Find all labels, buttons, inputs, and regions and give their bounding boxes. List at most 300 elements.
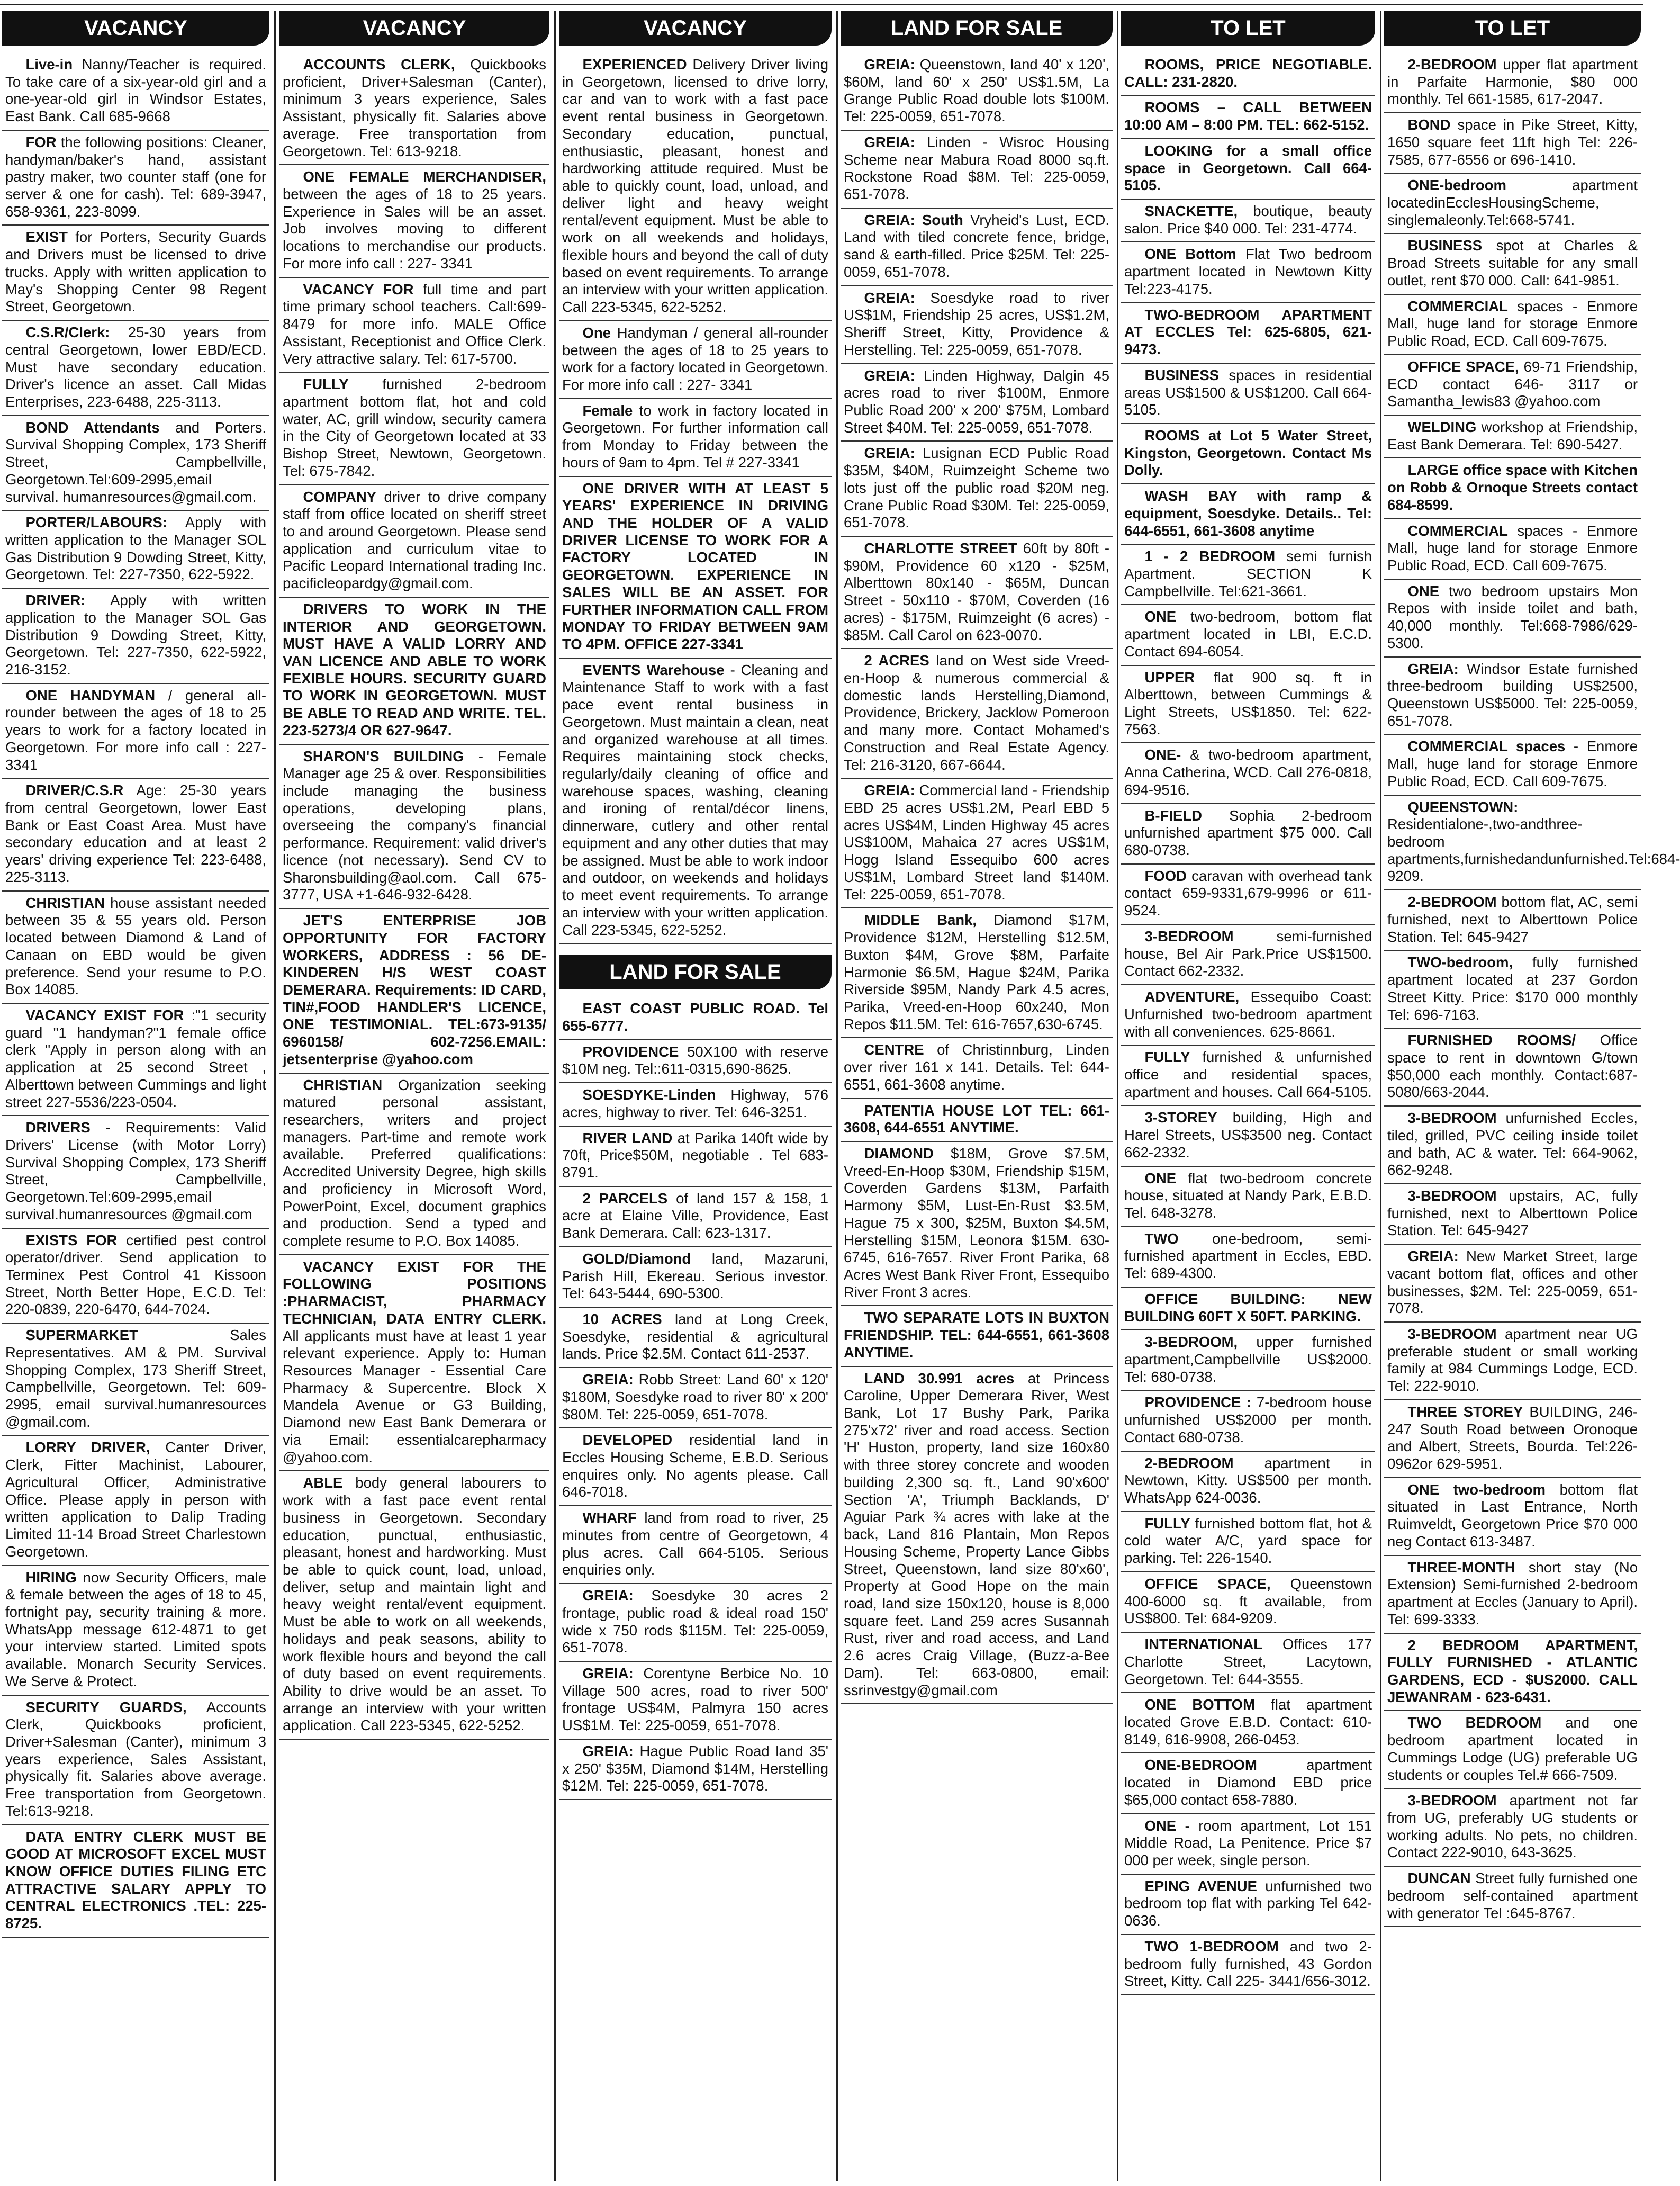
ad-body: Residentialone-,two-andthree-bedroom apartments,furnishedandunfurnished.Tel:684-9209.: [1387, 816, 1680, 885]
ad-body: space in Pike Street, Kitty, 1650 square feet 11ft high Tel: 226-7585, 677-6556 or 696-1410.: [1387, 116, 1638, 168]
ad-body: Accounts Clerk, Quickbooks proficient, Driver+Salesman (Canter), minimum 3 years experience, Sales Assistant, physically fit. Salaries above average. Free transportation from Georgetown. Tel:613-9218.: [5, 1698, 266, 1819]
ad-lead: DRIVERS TO WORK IN THE INTERIOR AND GEORGETOWN. MUST HAVE A VALID LORRY AND VAN LICENCE AND ABLE TO WORK FEXIBLE HOURS. SECURITY GUARD TO WORK IN GEORGETOWN. MUST BE ABLE TO READ AND WRITE. TEL. 223-5273/4 OR 627-9647.: [283, 600, 546, 739]
ad-body: apartment not far from UG, preferably UG students or working adults. No pets, no children. Contact 222-9010, 643-3625.: [1387, 1792, 1638, 1861]
classified-ad: [1121, 1875, 1375, 1935]
classified-ad: [1121, 96, 1375, 139]
classified-ad: [1121, 1814, 1375, 1875]
ad-body: between the ages of 18 to 25 years. Experience in Sales will be an asset. Job involves moving to different locations to merchandise our products. For more info call : 227- 3341: [283, 186, 546, 272]
section-header: TO LET: [1384, 11, 1641, 46]
ad-lead: VACANCY EXIST FOR: [25, 1006, 184, 1023]
ad-body: furnished 2-bedroom apartment bottom flat, hot and cold water, AC, grill window, security camera in the City of Georgetown located at 33 Bishop Street, Newtown, Georgetown. Tel: 675-7842.: [283, 376, 546, 479]
classified-ad: [1121, 484, 1375, 545]
ad-body: short stay (No Extension) Semi-furnished 2-bedroom apartment at Eccles (January to April). Tel: 699-3333.: [1387, 1559, 1638, 1627]
classified-ad: [2, 1004, 269, 1116]
classified-ad: [559, 1040, 832, 1083]
classified-ad: [1384, 416, 1641, 458]
ad-lead: PATENTIA HOUSE LOT TEL: 661-3608, 644-6551 ANYTIME.: [844, 1102, 1109, 1136]
ad-lead: ONE two-bedroom: [1407, 1481, 1546, 1498]
ad-lead: EXIST: [25, 229, 68, 246]
ad-lead: VACANCY FOR: [303, 281, 414, 298]
ad-lead: CENTRE: [864, 1041, 924, 1058]
classified-ad: [1121, 1512, 1375, 1572]
ad-body: Hague Public Road land 35' x 250' $35M, Diamond $14M, Herstelling $12M. Tel: 225-0059, 651-7078.: [562, 1742, 828, 1794]
ad-lead: LORRY DRIVER,: [25, 1439, 150, 1456]
ad-lead: 3-BEDROOM,: [1144, 1334, 1238, 1351]
ad-lead: GREIA:: [582, 1742, 634, 1759]
ad-body: driver to drive company staff from office located on sheriff street to and around Georgetown. Please send application and curriculum vitae to Pacific Leopard International trading Inc. pacificleopardgy@gmail.com.: [283, 488, 546, 592]
ad-lead: DEVELOPED: [582, 1432, 673, 1449]
classified-ad: [1121, 545, 1375, 605]
ad-lead: PROVIDENCE :: [1144, 1394, 1251, 1411]
column-to-let-2: [1384, 11, 1680, 2181]
ad-lead: FULLY: [303, 376, 349, 393]
ad-body: Sophia 2-bedroom unfurnished apartment $75 000. Call 680-0738.: [1124, 807, 1372, 859]
classified-ad: [1384, 1711, 1641, 1789]
ad-lead: BOND: [1407, 116, 1451, 133]
ad-lead: ONE-bedroom: [1407, 177, 1506, 194]
ad-body: Apply with written application to the Manager SOL Gas Distribution 9 Dowding Street, Kitty, Georgetown. Tel: 227-7350, 622-5922.: [5, 514, 266, 583]
ad-body: Apply with written application to the Manager SOL Gas Distribution 9 Dowding Street, Kitty, Georgetown. Tel: 227-7350, 622-5922, 216-3152.: [5, 592, 266, 678]
ad-lead: ONE DRIVER WITH AT LEAST 5 YEARS' EXPERIENCE IN DRIVING AND THE HOLDER OF A VALID DRIVER LICENSE TO WORK FOR A FACTORY LOCATED IN GEORGETOWN. EXPERIENCE IN SALES WILL BE AN ASSET. FOR FURTHER INFORMATION CALL FROM MONDAY TO FRIDAY BETWEEN 9AM TO 4PM. OFFICE 227-3341: [562, 480, 828, 652]
ad-body: workshop at Friendship, East Bank Demerara. Tel: 690-5427.: [1387, 418, 1638, 453]
classified-ad: [1121, 303, 1375, 364]
ad-body: upper flat apartment in Parfaite Harmonie, $80 000 monthly. Tel 661-1585, 617-2047.: [1387, 56, 1638, 107]
classified-ad: [2, 321, 269, 416]
classified-ad: [1121, 53, 1375, 96]
section-header: LAND FOR SALE: [559, 955, 832, 989]
ad-body: Nanny/Teacher is required. To take care of a six-year-old girl and a one-year-old girl in Windsor Estates, East Bank. Call 685-9668: [5, 56, 266, 125]
classified-ad: [1121, 804, 1375, 865]
ad-body: Office space to rent in downtown G/town $50,000 each monthly. Contact:687-5080/663-2044.: [1387, 1032, 1638, 1101]
ad-lead: MIDDLE Bank,: [864, 912, 977, 929]
ad-body: Soesdyke 30 acres 2 frontage, public road & ideal road 150' wide x 750 rods $115M. Tel: 225-0059, 651-7078.: [562, 1587, 828, 1656]
ad-body: New Market Street, large vacant bottom flat, offices and other businesses, $2M. Tel: 225-0059, 651-7078.: [1387, 1248, 1638, 1317]
ad-lead: GREIA:: [582, 1371, 634, 1388]
ad-lead: 2 BEDROOM APARTMENT, FULLY FURNISHED - ATLANTIC GARDENS, ECD - $US2000. CALL JEWANRAM - 623-6431.: [1387, 1636, 1638, 1705]
classified-ad: [1384, 1556, 1641, 1634]
ad-body: Corentyne Berbice No. 10 Village 500 acres, road to river 500' frontage US$4M, Palmyra 150 acres US$1M. Tel: 225-0059, 651-7078.: [562, 1665, 828, 1734]
classified-ad: [1384, 355, 1641, 416]
ad-lead: B-FIELD: [1144, 807, 1202, 824]
ad-body: of Christinnburg, Linden over river 161 x 141. Details. Tel: 644-6551, 661-3608 anytime.: [844, 1041, 1109, 1093]
ad-lead: 3-BEDROOM: [1407, 1326, 1497, 1342]
ad-body: 69-71 Friendship, ECD contact 646- 3117 or Samantha_lewis83 @yahoo.com: [1387, 358, 1638, 410]
ad-lead: GREIA: South: [864, 211, 963, 228]
classified-ad: [1384, 1323, 1641, 1400]
ad-lead: COMMERCIAL: [1407, 298, 1508, 314]
classified-ad: [1384, 174, 1641, 234]
ad-lead: BUSINESS: [1407, 237, 1483, 254]
classified-ad: [841, 442, 1113, 537]
classified-ad: [1384, 1867, 1641, 1927]
ad-body: boutique, beauty salon. Price $40 000. Tel: 231-4774.: [1124, 203, 1372, 237]
ad-body: flat two-bedroom concrete house, situated at Nandy Park, E.B.D. Tel. 648-3278.: [1124, 1170, 1372, 1221]
classified-ad: [559, 321, 832, 399]
ad-lead: 3-BEDROOM: [1407, 1110, 1497, 1127]
ad-lead: 3-BEDROOM: [1407, 1792, 1497, 1809]
classified-ad: [841, 1367, 1113, 1705]
ad-lead: TWO SEPARATE LOTS IN BUXTON FRIENDSHIP. TEL: 644-6551, 661-3608 ANYTIME.: [844, 1309, 1109, 1361]
ad-lead: One: [582, 324, 611, 341]
ad-body: furnished & unfurnished office and residential spaces, apartment and houses. Call 664-5105.: [1124, 1049, 1372, 1100]
classified-ad: [1121, 364, 1375, 424]
ad-body: - Requirements: Valid Drivers' License (with Motor Lorry) Survival Shopping Complex, 173 Sheriff Street, Campbellville, Georgetown.Tel:609-2995,email survival.humanresources @gmail.com: [5, 1119, 266, 1222]
ad-lead: 2-BEDROOM: [1407, 56, 1497, 73]
ad-body: two-bedroom, bottom flat apartment located in LBI, E.C.D. Contact 694-6054.: [1124, 608, 1372, 660]
classified-ad: [1121, 666, 1375, 744]
ad-lead: LAND 30.991 acres: [864, 1370, 1015, 1387]
classified-ad: [559, 1506, 832, 1584]
classified-ad: [1121, 200, 1375, 242]
classified-ad: [1121, 985, 1375, 1046]
ad-lead: VACANCY EXIST FOR THE FOLLOWING POSITIONS :PHARMACIST, PHARMACY TECHNICIAN, DATA ENTRY CLERK.: [283, 1258, 546, 1327]
classified-ad: [2, 1825, 269, 1938]
ad-body: Delivery Driver living in Georgetown, licensed to drive lorry, car and van to work with a fast pace event rental business in Georgetown. Secondary education, punctual, enthusiastic, pleasant, honest and hardworking attitude required. Must be able to quickly count, load, unload, and deliver light and heavy weight rental/event equipment. Must be able to work on all weekends and holidays, flexible hours and beyond the call of duty based on event requirements. To arrange an interview with your written application. Call 223-5345, 622-5252.: [562, 56, 828, 316]
ad-body: All applicants must have at least 1 year relevant experience. Apply to: Human Resources Manager - Essential Care Pharmacy & Supercentre. Block X Mandela Avenue or G3 Building, Diamond new East Bank Demerara or via Email: essentialcarepharmacy @yahoo.com.: [283, 1327, 546, 1465]
column-vacancy-1: [2, 11, 269, 2181]
column-divider: [836, 11, 838, 2181]
classified-ad: [1121, 1693, 1375, 1753]
column-vacancy-3: [559, 11, 832, 2181]
ad-lead: EXISTS FOR: [25, 1231, 118, 1248]
classified-ad: [279, 373, 549, 485]
ad-lead: LOOKING for a small office space in Georgetown. Call 664-5105.: [1124, 142, 1372, 194]
classified-ad: [559, 1662, 832, 1740]
ad-lead: ONE -: [1144, 1817, 1190, 1834]
ad-lead: FOOD: [1144, 867, 1187, 884]
ad-lead: ABLE: [303, 1474, 343, 1491]
ad-lead: WHARF: [582, 1509, 637, 1526]
ad-lead: ONE FEMALE MERCHANDISER,: [303, 168, 546, 185]
ad-lead: TWO 1-BEDROOM: [1144, 1938, 1279, 1955]
ad-body: apartment near UG preferable student or small working family at 984 Cummings Lodge, ECD. Tel: 222-9010.: [1387, 1326, 1638, 1395]
classified-ad: [559, 477, 832, 659]
ad-lead: FULLY: [1144, 1515, 1190, 1532]
ad-body: Linden Highway, Dalgin 45 acres road to river $100M, Enmore Public Road 200' x 200' $75M, Lombard Street $40M. Tel: 225-0059, 651-7078.: [844, 367, 1109, 436]
classified-ad: [841, 1306, 1113, 1366]
ad-lead: FOR: [25, 133, 57, 150]
classified-ad: [841, 364, 1113, 442]
ad-body: at Princess Caroline, Upper Demerara River, West Bank, Lot 17 Bushy Park, Parika 275'x72' river and road access. Section 'H' Huston, property, land size 160x80 with three storey concrete and wooden building 2,300 sq. ft., Land 90'x600' Section 'A', Triumph Backlands, D' Aguiar Park ¾ acres with lake at the back, Land 816 Plantain, Mon Repos Housing Scheme, Property Lance Gibbs Street, Queenstown, land size 80'x60', Property at Good Hope on the main road, land size 150x120, house is 8,000 square feet. Land 259 acres Susannah Rust, river and road access, and Land 2.6 acres Craig Village, (Buzz-a-Bee Dam). Tel: 663-0800, email: ssrinvestgy@gmail.com: [844, 1370, 1109, 1698]
classified-ad: [559, 1308, 832, 1368]
ad-body: - Cleaning and Maintenance Staff to work with a fast pace event rental business in Georgetown. Must maintain a clean, neat and organized warehouse at all times. Requires maintaining stock checks, regularly/daily cleaning of office and warehouse spaces, washing, cleaning and ironing of rental/décor linens, dinnerware, cutlery and other rental equipment and any other duties that may be assigned. Must be able to work indoor and outdoor, on weekends and holidays to meet event requirements. To arrange an interview with your written application. Call 223-5345, 622-5252.: [562, 661, 828, 938]
ad-lead: C.S.R/Clerk:: [25, 324, 110, 341]
classified-ad: [559, 1083, 832, 1126]
ad-body: upper furnished apartment,Campbellville US$2000. Tel: 680-0738.: [1124, 1334, 1372, 1385]
classified-ad: [559, 1187, 832, 1247]
ad-lead: DIAMOND: [864, 1145, 934, 1162]
column-divider: [274, 11, 276, 2181]
ad-lead: FULLY: [1144, 1049, 1190, 1066]
ad-lead: TWO-BEDROOM APARTMENT AT ECCLES Tel: 625-6805, 621-9473.: [1124, 306, 1372, 358]
ad-lead: QUEENSTOWN:: [1407, 798, 1519, 815]
ad-lead: GREIA:: [864, 289, 915, 306]
classified-ad: [1121, 139, 1375, 200]
classified-ad: [1121, 1330, 1375, 1391]
ad-body: spaces in residential areas US$1500 & US$1200. Call 664-5105.: [1124, 366, 1372, 418]
ad-lead: ACCOUNTS CLERK,: [303, 56, 455, 73]
ad-lead: DUNCAN: [1407, 1870, 1471, 1887]
classified-ad: [841, 779, 1113, 908]
ad-body: bottom flat situated in Last Entrance, North Ruimveldt, Georgetown Price $70 000 neg Contact 613-3487.: [1387, 1481, 1638, 1550]
ad-lead: DRIVER/C.S.R: [25, 782, 124, 799]
ad-lead: THREE STOREY: [1407, 1403, 1523, 1420]
ad-body: now Security Officers, male & female between the ages of 18 to 45, fortnight pay, security training & more. WhatsApp message 612-4871 to get your interview started. Limited spots available. Monarch Security Services. We Serve & Protect.: [5, 1569, 266, 1689]
ad-body: BUILDING, 246-247 South Road between Oronoque and Albert, Streets, Bourda. Tel:226-0962or 629-5951.: [1387, 1403, 1638, 1472]
ad-lead: SUPERMARKET: [25, 1327, 138, 1344]
ad-body: for Porters, Security Guards and Drivers must be licensed to drive trucks. Apply with written application to May's Shopping Center 98 Regent Street, Georgetown.: [5, 229, 266, 315]
classified-ad: [1384, 796, 1680, 891]
classified-ad: [841, 1142, 1113, 1306]
classified-ad: [1384, 113, 1641, 174]
ad-body: apartment located in Diamond EBD price $65,000 contact 658-7880.: [1124, 1757, 1372, 1808]
ad-body: land, Mazaruni, Parish Hill, Ekereau. Serious investor. Tel: 643-5444, 690-5300.: [562, 1250, 828, 1302]
ad-body: building, High and Harel Streets, US$3500 neg. Contact 662-2332.: [1124, 1109, 1372, 1161]
ad-lead: GREIA:: [1407, 660, 1459, 677]
ad-lead: JET'S ENTERPRISE JOB OPPORTUNITY FOR FACTORY WORKERS, ADDRESS : 56 DE-KINDEREN H/S WEST COAST DEMERARA. Requirements: ID CARD, TIN#,FOOD HANDLER'S LICENCE, ONE TESTIMONIAL. TEL:673-9135/ 6960158/ 602-7256.EMAIL: jetsenterprise @yahoo.com: [283, 912, 546, 1067]
ad-lead: CHARLOTTE STREET: [864, 539, 1017, 556]
ad-body: Handyman / general all-rounder between the ages of 18 to 25 years to work for a factory located in Georgetown. For more info call : 227- 3341: [562, 324, 828, 393]
ad-body: land at Long Creek, Soesdyke, residential & agricultural lands. Price $2.5M. Contact 611-2537.: [562, 1311, 828, 1362]
ad-body: body general labourers to work with a fast pace event rental business in Georgetown. Secondary education, punctual, enthusiastic, pleasant, honest and hardworking. Must be able to quick count, load, unload, deliver, setup and maintain light and heavy weight rental/event equipment. Must be able to work on all weekends, holidays and peak seasons, ability to work flexible hours and beyond the call of duty based on event requirements. Ability to drive would be an asset. To arrange an interview with your written application. Call 223-5345, 622-5252.: [283, 1474, 546, 1734]
classified-ad: [2, 416, 269, 511]
classified-ad: [1121, 424, 1375, 484]
classified-ad: [1384, 1184, 1641, 1245]
ad-body: room apartment, Lot 151 Middle Road, La Penitence. Price $7 000 per week, single person.: [1124, 1817, 1372, 1868]
ad-body: land on West side Vreed-en-Hoop & numerous commercial & domestic lands Herstelling,Diamond, Providence, Brickery, Jacklow Pomeroon and many more. Contact Mohamed's Construction and Real Estate Agency. Tel: 216-3120, 667-6644.: [844, 652, 1109, 773]
ad-lead: COMPANY: [303, 488, 377, 505]
ad-body: Highway, 576 acres, highway to river. Tel: 646-3251.: [562, 1086, 828, 1120]
ad-lead: SHARON'S BUILDING: [303, 748, 464, 764]
section-header: TO LET: [1121, 11, 1375, 46]
ad-body: semi furnish Apartment. SECTION K Campbellville. Tel:621-3661.: [1124, 548, 1372, 599]
ad-lead: BUSINESS: [1144, 366, 1220, 383]
section-header: VACANCY: [2, 11, 269, 46]
classified-ad: [2, 1116, 269, 1228]
ad-body: Queenstown 400-6000 sq. ft available, from US$800. Tel: 684-9209.: [1124, 1575, 1372, 1627]
ad-body: Sales Representatives. AM & PM. Survival Shopping Complex, 173 Sheriff Street, Campbellville, Georgetown. Tel: 609-2995, email survival.humanresources @gmail.com.: [5, 1327, 266, 1430]
ad-body: $18M, Grove $7.5M, Vreed-En-Hoop $30M, Friendship $15M, Coverden Gardens $13M, Parfaith Harmony $5M, Lust-En-Rust $3.5M, Hague 75 x 300, $25M, Buxton $4.5M, Herstelling $15M, Leonora $15M. 630-6745, 616-7657. River Front Parika, 68 Acres West Bank River Front, Essequibo River Front 3 acres.: [844, 1145, 1109, 1300]
ad-body: Quickbooks proficient, Driver+Salesman (Canter), minimum 3 years experience, Sales Assistant, physically fit. Salaries above average. Free transportation from Georgetown. Tel: 613-9218.: [283, 56, 546, 159]
ad-lead: WASH BAY with ramp & equipment, Soesdyke. Details.. Tel: 644-6551, 661-3608 anytime: [1124, 488, 1372, 539]
ad-lead: 2-BEDROOM: [1407, 894, 1497, 911]
classified-ad: [1384, 1245, 1641, 1323]
classified-ad: [1121, 1572, 1375, 1633]
classified-ad: [279, 1471, 549, 1740]
section-header: VACANCY: [559, 11, 832, 46]
ad-body: / general all-rounder between the ages of 18 to 25 years to work for a factory located in Georgetown. For more info call : 227- 3341: [5, 687, 266, 773]
ad-body: 50X100 with reserve $10M neg. Tel::611-0315,690-8625.: [562, 1043, 828, 1077]
classified-ad: [2, 1696, 269, 1825]
classified-ad: [841, 209, 1113, 286]
ad-lead: HIRING: [25, 1569, 77, 1586]
ad-body: and Porters. Survival Shopping Complex, 173 Sheriff Street, Campbellville, Georgetown.Tel:609-2995,email survival. humanresources@gmail.com.: [5, 419, 266, 505]
classified-ad: [1384, 890, 1641, 951]
classified-ad: [559, 1584, 832, 1662]
classified-ad: [2, 511, 269, 589]
classified-ad: [2, 684, 269, 779]
classified-ad: [1384, 295, 1641, 355]
ad-lead: ONE-: [1144, 746, 1181, 763]
ad-body: Street fully furnished one bedroom self-contained apartment with generator Tel :645-8767.: [1387, 1870, 1638, 1921]
ad-lead: 1 - 2 BEDROOM: [1144, 548, 1276, 565]
classified-ad: [1384, 53, 1641, 113]
classified-ad: [279, 278, 549, 373]
classified-ad: [1384, 580, 1641, 658]
column-land-for-sale: [841, 11, 1113, 2181]
column-divider: [1117, 11, 1118, 2181]
classified-ad: [1121, 1753, 1375, 1814]
ad-body: house assistant needed between 35 & 55 years old. Person located between Diamond & Land of Canaan on EBD would be given preference. Send your resume to P.O. Box 14085.: [5, 894, 266, 998]
classified-ad: [841, 131, 1113, 209]
classified-ad: [2, 1436, 269, 1566]
classified-ad: [2, 892, 269, 1004]
ad-body: Robb Street: Land 60' x 120' $180M, Soesdyke road to river 80' x 200' $80M. Tel: 225-0059, 651-7078.: [562, 1371, 828, 1423]
ad-body: upstairs, AC, fully furnished, next to Alberttown Police Station. Tel: 645-9427: [1387, 1187, 1638, 1239]
ad-body: Organization seeking matured personal assistant, researchers, writers and project managers. Part-time and remote work available. Preferred qualifications: Accredited University Degree, high skills and proficiency in Microsoft Word, PowerPoint, Excel, document graphics and production. Send a typed and complete resume to P.O. Box 14085.: [283, 1076, 546, 1249]
ad-lead: ONE Bottom: [1144, 246, 1236, 263]
classified-ad: [559, 997, 832, 1040]
ad-lead: PORTER/LABOURS:: [25, 514, 167, 531]
ad-lead: GREIA:: [864, 782, 915, 799]
classified-ad: [1384, 1400, 1641, 1478]
top-rule: [0, 0, 1643, 5]
ad-lead: FURNISHED ROOMS/: [1407, 1032, 1576, 1049]
ad-lead: EXPERIENCED: [582, 56, 687, 73]
classified-ad: [1384, 234, 1641, 294]
ad-lead: PROVIDENCE: [582, 1043, 679, 1060]
classified-ad: [559, 1247, 832, 1308]
ad-body: spaces - Enmore Mall, huge land for storage Enmore Public Road, ECD. Call 609-7675.: [1387, 522, 1638, 573]
ad-lead: OFFICE SPACE,: [1144, 1575, 1271, 1592]
ad-lead: INTERNATIONAL: [1144, 1636, 1263, 1653]
classified-ad: [1121, 1046, 1375, 1106]
ad-body: :"1 security guard "1 handyman?"1 female office clerk "Apply in person along with an application at 25 second Street , Alberttown between Cummings and light street 227-5536/223-0504.: [5, 1006, 266, 1110]
classified-ad: [841, 908, 1113, 1038]
ad-lead: ROOMS – CALL BETWEEN 10:00 AM – 8:00 PM. TEL: 662-5152.: [1124, 99, 1372, 133]
ad-body: the following positions: Cleaner, handyman/baker's hand, assistant pastry maker, two counter staff (one for server & one for cash). Tel: 689-3947, 658-9361, 223-8099.: [5, 133, 266, 220]
classified-ad: [559, 1740, 832, 1800]
ad-body: two bedroom upstairs Mon Repos with inside toilet and bath, 40,000 monthly. Tel:668-7986/629-5300.: [1387, 582, 1638, 651]
ad-lead: ROOMS at Lot 5 Water Street, Kingston, Georgetown. Contact Ms Dolly.: [1124, 427, 1372, 479]
classified-ad: [1121, 1167, 1375, 1227]
ad-body: 25-30 years from central Georgetown, lower EBD/ECD. Must have secondary education. Driver's licence an asset. Call Midas Enterprises, 223-6488, 225-3113.: [5, 324, 266, 410]
ad-lead: ADVENTURE,: [1144, 988, 1240, 1005]
classified-ad: [841, 53, 1113, 131]
ad-body: Commercial land - Friendship EBD 25 acres US$1.2M, Pearl EBD 5 acres US$4M, Linden Highway 45 acres US$100M, Mahaica 27 acres US$1M, Hogg Island Essequibo 600 acres US$1M, Lombard Street land $140M. Tel: 225-0059, 651-7078.: [844, 782, 1109, 903]
classified-ad: [559, 399, 832, 477]
ad-body: of land 157 & 158, 1 acre at Elaine Ville, Providence, East Bank Demerara. Call: 623-1317.: [562, 1190, 828, 1242]
ad-lead: THREE-MONTH: [1407, 1559, 1515, 1576]
ad-lead: 2 PARCELS: [582, 1190, 668, 1207]
classified-ad: [1384, 458, 1641, 519]
ad-lead: COMMERCIAL: [1407, 522, 1508, 539]
classified-ad: [1384, 1029, 1641, 1107]
ad-body: flat 900 sq. ft in Alberttown, between Cummings & Light Streets, US$1850. Tel: 622-7563.: [1124, 669, 1372, 737]
ad-lead: 3-BEDROOM: [1144, 928, 1234, 944]
classified-ad: [841, 649, 1113, 779]
ad-body: at Parika 140ft wide by 70ft, Price$50M, negotiable . Tel 683-8791.: [562, 1129, 828, 1181]
classified-ad: [559, 1127, 832, 1187]
ad-lead: EPING AVENUE: [1144, 1877, 1257, 1894]
ad-body: Windsor Estate furnished three-bedroom building US$2500, Queenstown US$5000. Tel: 225-0059, 651-7078.: [1387, 660, 1638, 729]
ad-lead: ONE: [1407, 582, 1440, 599]
ad-lead: EVENTS Warehouse: [582, 661, 725, 678]
ad-body: land from road to river, 25 minutes from centre of Georgetown, 4 plus acres. Call 664-5105. Serious enquiries only.: [562, 1509, 828, 1578]
ad-lead: GREIA:: [864, 445, 915, 462]
ad-lead: DRIVER:: [25, 592, 86, 609]
ad-lead: Female: [582, 402, 633, 419]
classified-ad: [1384, 1107, 1641, 1184]
ad-body: unfurnished two bedroom top flat with parking Tel 642-0636.: [1124, 1877, 1372, 1929]
classified-ad: [559, 53, 832, 321]
ad-lead: LARGE office space with Kitchen on Robb & Ornoque Streets contact 684-8599.: [1387, 462, 1638, 513]
ad-body: full time and part time primary school teachers. Call:699-8479 for more info. MALE Office Assistant, Receptionist and Office Clerk. Very attractive salary. Tel: 617-5700.: [283, 281, 547, 367]
ad-lead: EAST COAST PUBLIC ROAD. Tel 655-6777.: [562, 1000, 828, 1034]
ad-lead: WELDING: [1407, 418, 1477, 435]
ad-lead: BOND Attendants: [25, 419, 160, 436]
ad-lead: GREIA:: [864, 367, 915, 384]
classified-ad: [279, 745, 549, 909]
classified-ad: [1121, 1633, 1375, 1693]
ad-lead: TWO BEDROOM: [1407, 1714, 1542, 1731]
classified-ad: [841, 286, 1113, 364]
ad-lead: SECURITY GUARDS,: [25, 1698, 187, 1715]
ad-lead: 3-BEDROOM: [1407, 1187, 1497, 1204]
classified-ad: [1121, 1288, 1375, 1330]
ad-body: & two-bedroom apartment, Anna Catherina, WCD. Call 276-0818, 694-9516.: [1124, 746, 1372, 798]
ad-body: and one bedroom apartment located in Cummings Lodge (UG) preferable UG students or couples Tel.# 666-7509.: [1387, 1714, 1638, 1783]
ad-body: Canter Driver, Clerk, Fitter Machinist, Labourer, Agricultural Officer, Administrative Office. Please apply in person with written application to Dalip Trading Limited 11-14 Broad Street Charlestown Georgetown.: [5, 1439, 267, 1560]
classified-ad: [2, 1566, 269, 1696]
classified-ad: [1121, 1227, 1375, 1288]
column-divider: [1380, 11, 1381, 2181]
ad-lead: Live-in: [25, 56, 73, 73]
classified-ad: [2, 779, 269, 891]
ad-body: - Female Manager age 25 & over. Responsibilities include managing the business operations, developing plans, overseeing the company's financial performance. Requirement: valid driver's licence (not necessary). Send CV to Sharonsbuilding@aol.com. Call 675-3777, USA +1-646-932-6428.: [283, 748, 546, 903]
ad-body: and two 2-bedroom fully furnished, 43 Gordon Street, Kitty. Call 225- 3441/656-3012.: [1124, 1938, 1372, 1990]
ad-lead: GOLD/Diamond: [582, 1250, 691, 1267]
ad-body: one-bedroom, semi-furnished apartment in Eccles, EBD. Tel: 689-4300.: [1124, 1230, 1372, 1282]
classified-ad: [1384, 951, 1641, 1029]
ad-lead: DRIVERS: [25, 1119, 91, 1136]
classified-ad: [279, 909, 549, 1073]
classified-ad: [1121, 1935, 1375, 1995]
ad-body: to work in factory located in Georgetown. For further information call from Monday to Friday between the hours of 9am to 4pm. Tel # 227-3341: [562, 402, 828, 471]
ad-lead: GREIA:: [582, 1665, 634, 1681]
classified-ad: [1121, 242, 1375, 303]
ad-body: bottom flat, AC, semi furnished, next to Alberttown Police Station. Tel: 645-9427: [1387, 894, 1638, 945]
ad-body: Offices 177 Charlotte Street, Lacytown, Georgetown. Tel: 644-3555.: [1124, 1636, 1372, 1687]
ad-body: Lusignan ECD Public Road $35M, $40M, Ruimzeight Scheme two lots just off the public road $20M neg. Crane Public Road $30M. Tel: 225-0059, 651-7078.: [844, 445, 1109, 531]
ad-lead: GREIA:: [582, 1587, 634, 1604]
ad-body: Queenstown, land 40' x 120', $60M, land 60' x 250' US$1.5M, La Grange Public Road double lots $100M. Tel: 225-0059, 651-7078.: [844, 56, 1109, 125]
classified-ad: [1121, 743, 1375, 804]
section-header: VACANCY: [279, 11, 549, 46]
classified-ad: [1384, 735, 1641, 795]
classified-ad: [2, 1229, 269, 1324]
ad-lead: 10 ACRES: [582, 1311, 662, 1327]
ad-lead: OFFICE BUILDING: NEW BUILDING 60FT X 50FT. PARKING.: [1124, 1290, 1372, 1325]
classified-ad: [841, 1038, 1113, 1099]
ad-lead: TWO-bedroom,: [1407, 954, 1513, 971]
ad-body: furnished bottom flat, hot & cold water A/C, yard space for parking. Tel: 226-1540.: [1124, 1515, 1372, 1567]
ad-lead: ONE: [1144, 608, 1177, 625]
ad-body: - Enmore Mall, huge land for storage Enmore Public Road, ECD. Call 609-7675.: [1387, 738, 1638, 789]
classified-ad: [2, 226, 269, 321]
classified-ad: [2, 131, 269, 226]
classified-ad: [279, 485, 549, 598]
